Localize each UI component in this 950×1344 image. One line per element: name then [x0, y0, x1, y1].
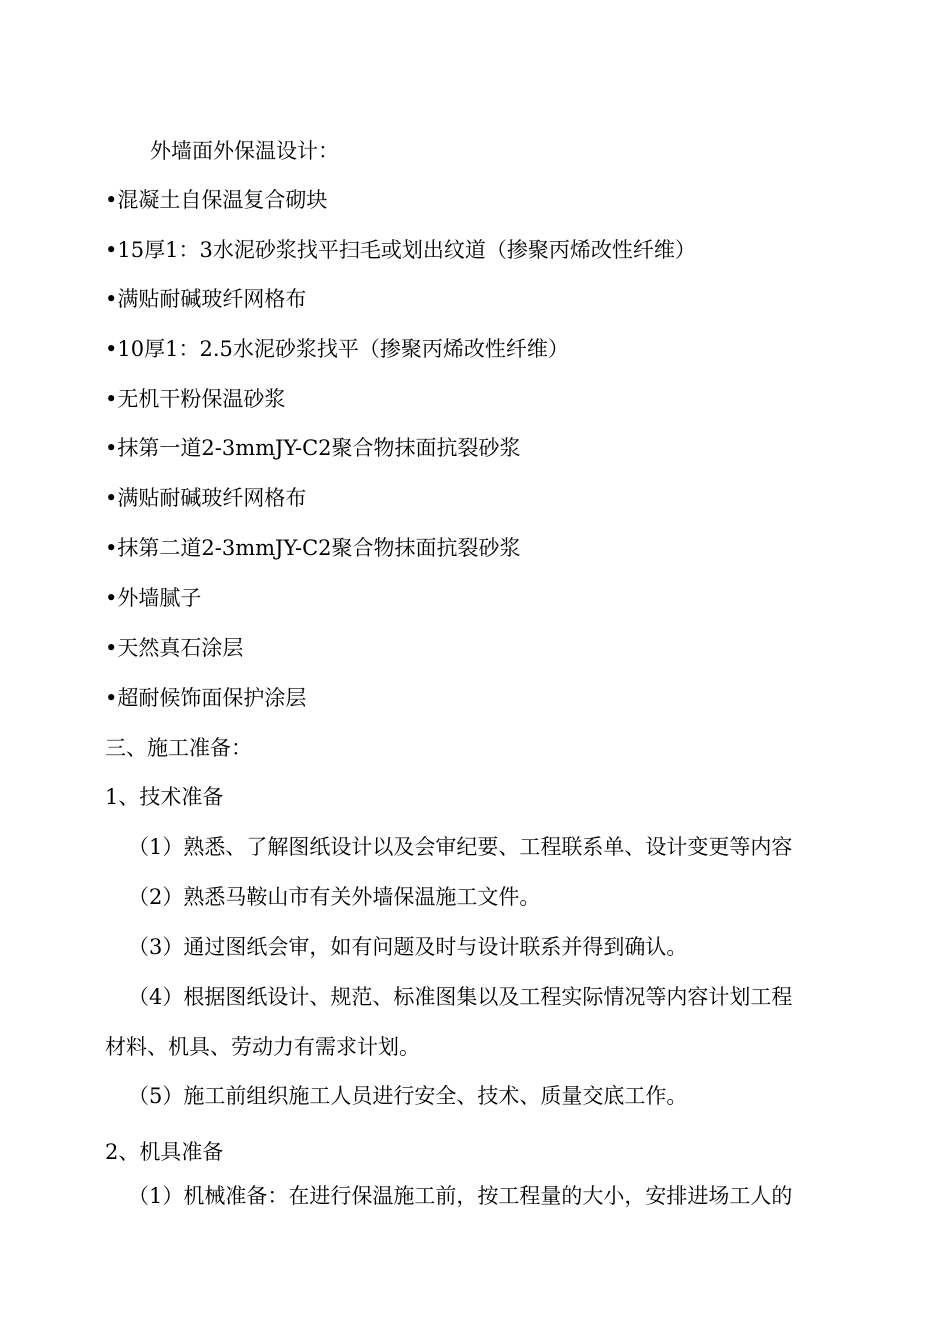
- layer-item: •无机干粉保温砂浆: [105, 387, 286, 411]
- layer-item: •外墙腻子: [105, 586, 202, 610]
- layer-item: •混凝土自保温复合砌块: [105, 188, 328, 212]
- paragraph: （1）熟悉、了解图纸设计以及会审纪要、工程联系单、设计变更等内容: [128, 835, 793, 859]
- section-heading: 外墙面外保温设计：: [150, 139, 339, 163]
- subsection-title: 1、技术准备: [105, 785, 224, 809]
- layer-item: •满贴耐碱玻纤网格布: [105, 486, 307, 510]
- paragraph: （1）机械准备：在进行保温施工前，按工程量的大小，安排进场工人的: [128, 1184, 793, 1208]
- paragraph: （2）熟悉马鞍山市有关外墙保温施工文件。: [128, 885, 541, 909]
- section-title: 三、施工准备：: [105, 736, 252, 760]
- paragraph: （4）根据图纸设计、规范、标准图集以及工程实际情况等内容计划工程: [128, 985, 793, 1009]
- layer-item: •10厚1：2.5水泥砂浆找平（掺聚丙烯改性纤维）: [105, 337, 569, 361]
- layer-item: •超耐候饰面保护涂层: [105, 686, 307, 710]
- layer-item: •15厚1：3水泥砂浆找平扫毛或划出纹道（掺聚丙烯改性纤维）: [105, 238, 696, 262]
- paragraph: （5）施工前组织施工人员进行安全、技术、质量交底工作。: [128, 1084, 688, 1108]
- layer-item: •抹第二道2-3mmJY-C2聚合物抹面抗裂砂浆: [105, 536, 521, 560]
- subsection-title: 2、机具准备: [105, 1140, 224, 1164]
- paragraph: （3）通过图纸会审，如有问题及时与设计联系并得到确认。: [128, 935, 688, 959]
- layer-item: •天然真石涂层: [105, 636, 244, 660]
- layer-item: •抹第一道2-3mmJY-C2聚合物抹面抗裂砂浆: [105, 436, 521, 460]
- layer-item: •满贴耐碱玻纤网格布: [105, 287, 307, 311]
- paragraph-continuation: 材料、机具、劳动力有需求计划。: [105, 1035, 420, 1059]
